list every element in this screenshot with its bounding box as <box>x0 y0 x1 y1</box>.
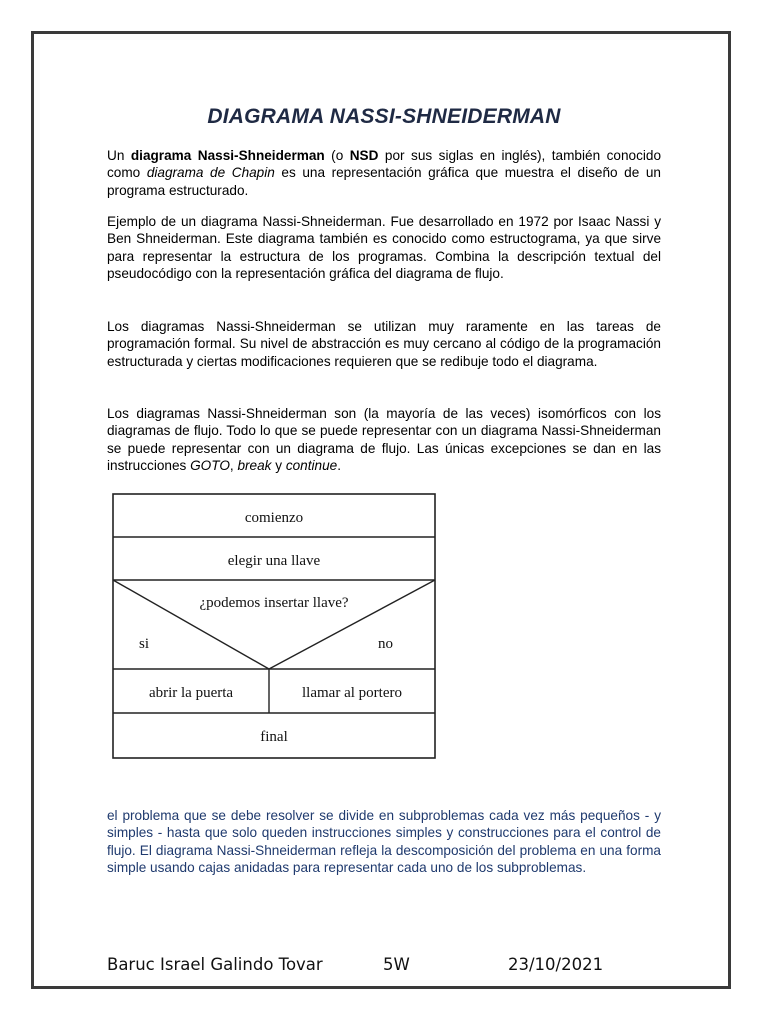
footer-group: 5W <box>383 955 410 974</box>
nassi-shneiderman-diagram <box>111 492 438 760</box>
footer-author: Baruc Israel Galindo Tovar <box>107 955 323 974</box>
paragraph-intro: Un diagrama Nassi-Shneiderman (o NSD por sus siglas en inglés), también conocido como diagrama de Chapin es una representación gráfica que muestra el diseño de un programa estructurado. <box>107 148 662 198</box>
diagram-outer-box <box>113 494 435 758</box>
paragraph-isomorphic: Los diagramas Nassi-Shneiderman son (la mayoría de las veces) isomórficos con los diagramas de flujo. Todo lo que se puede representar con un diagrama Nassi-Shneiderman se puede representar con un diagrama de flujo. Las únicas excepciones se dan en las instrucciones GOTO, break y continue. <box>107 406 661 473</box>
block-choose-key: elegir una llave <box>227 553 321 569</box>
paragraph-example: Ejemplo de un diagrama Nassi-Shneiderman. Fue desarrollado en 1972 por Isaac Nassi y Ben Shneiderman. Este diagrama también es conocido como estructograma, ya que sirve para representar la estructura de los programas. Combina la descripción textual del pseudocódigo con la representación gráfica del diagrama de flujo. <box>107 214 661 281</box>
block-end: final <box>260 729 288 745</box>
paragraph-usage: Los diagramas Nassi-Shneiderman se utilizan muy raramente en las tareas de programación formal. Su nivel de abstracción es muy cercano al código de la programación estructurada y ciertas modificaciones requieren que se redibuje todo el diagrama. <box>107 319 661 369</box>
footer-date: 23/10/2021 <box>508 955 604 974</box>
branch-no-label: no <box>378 636 393 652</box>
block-call-porter: llamar al portero <box>302 685 402 701</box>
branch-yes-label: si <box>139 636 150 652</box>
paragraph-decomposition: el problema que se debe resolver se divide en subproblemas cada vez más pequeños - y simples - hasta que solo queden instrucciones simples y construcciones para el control de flujo. El diagrama Nassi-Shneiderman refleja la descomposición del problema en una forma simple usando cajas anidadas para representar cada uno de los subproblemas. <box>107 808 661 875</box>
block-start: comienzo <box>244 510 304 526</box>
block-open-door: abrir la puerta <box>148 685 234 701</box>
condition-text: ¿podemos insertar llave? <box>199 595 349 611</box>
document-title: DIAGRAMA NASSI-SHNEIDERMAN <box>207 105 561 128</box>
